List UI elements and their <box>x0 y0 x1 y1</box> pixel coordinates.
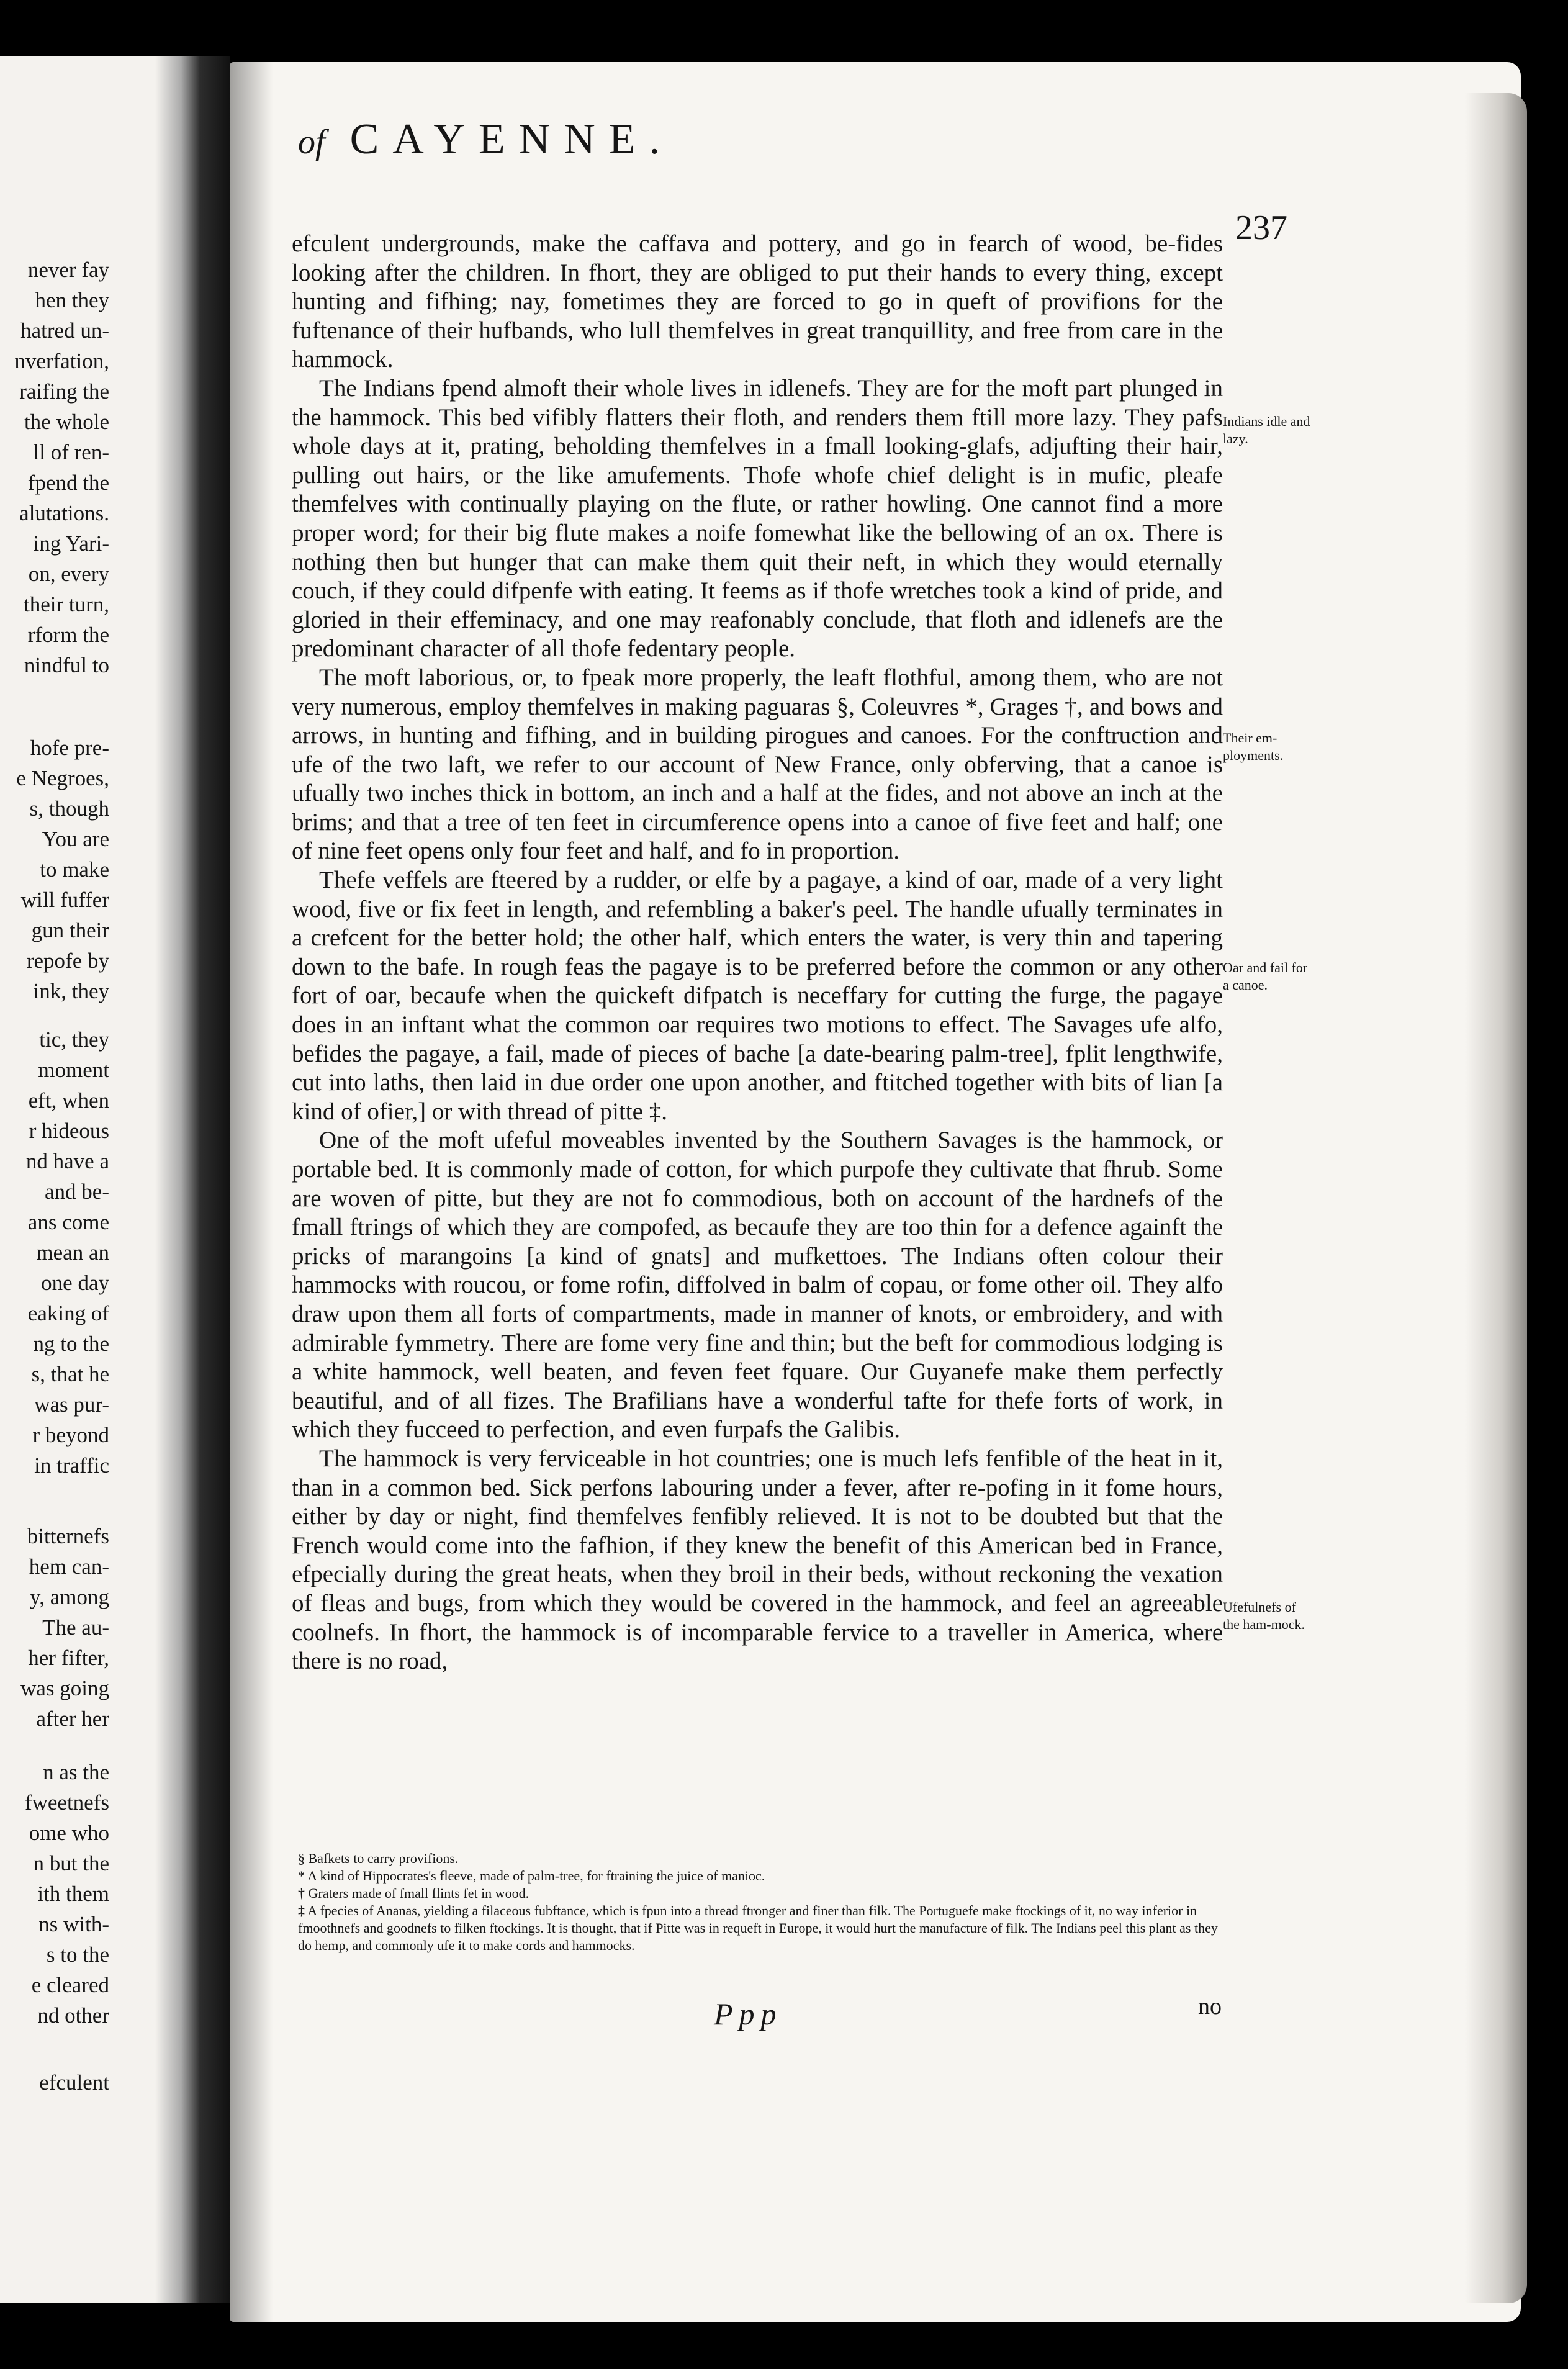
running-head-of: of <box>298 123 325 161</box>
left-page-line: hen they <box>35 288 109 312</box>
left-page-line: fpend the <box>27 471 109 495</box>
page-shadow <box>230 62 273 2322</box>
left-page-line: nd have a <box>25 1149 109 1173</box>
body-text <box>292 230 1223 1676</box>
page-edge-curl <box>1465 93 1527 2303</box>
left-page-line: raifing the <box>19 379 109 404</box>
paragraph: One of the moft ufeful moveables invented by the Southern Savages is the hammock, or portable bed. It is commonly made of cotton, for which purpofe they cultivate that fhrub. Some are woven of pitte, but they are not fo commodious, both on account of the hardnefs of the fmall ftrings of which they are compofed, as becaufe they are too thin for a defence againft the pricks of marangoins [a kind of gnats] and mufkettoes. The Indians often colour their hammocks with roucou, or fome rofin, diffolved in balm of copau, or fome other oil. They alfo draw upon them all forts of compartments, made in manner of knots, or embroidery, and with admirable fymmetry. There are fome very fine and thin; but the beft for commodious lodging is a white hammock, well beaten, and feven feet fquare. Our Guyanefe make them perfectly beautiful, and of all fizes. The Brafilians have a wonderful tafte for thefe forts of work, in which they fucceed to perfection, and even furpafs the Galibis. <box>292 1127 1223 1443</box>
left-page-line: gun their <box>31 918 109 942</box>
paragraph: The Indians fpend almoft their whole lives in idlenefs. They are for the moft part plunged in the hammock. This bed vifibly flatters their floth, and renders them ftill more lazy. They pafs whole days at it, prating, beholding themfelves in a fmall looking-glafs, adjufting their hair, pulling out hairs, or the like amufements. Thofe whofe chief delight is in mufic, pleafe themfelves with continually playing on the flute, or rather howling. One cannot find a more proper word; for their big flute makes a noife fomewhat like the bellowing of an ox. There is nothing then but hunger that can make them quit their neft, in which they would eternally couch, if they could difpenfe with eating. It feems as if thofe wretches took a kind of pride, and gloried in their effeminacy, and one may reafonably conclude, that floth and idlenefs are the predominant character of all thofe fedentary people. <box>292 374 1223 662</box>
left-page-line: was pur- <box>34 1392 109 1417</box>
margin-note-employments: Their em-ployments. <box>1223 730 1284 763</box>
left-page-line: mean an <box>36 1240 109 1265</box>
left-page-line: y, among <box>30 1585 109 1609</box>
left-page-line: to make <box>40 857 109 882</box>
left-column-block-3 <box>4 1024 109 1481</box>
left-page-line: eaking of <box>27 1301 109 1325</box>
left-page-line: repofe by <box>26 949 109 973</box>
left-page-catchword: efculent <box>39 2070 109 2095</box>
left-page-line: n as the <box>43 1760 109 1784</box>
left-page-line: one day <box>41 1271 109 1295</box>
left-page-line: ink, they <box>33 979 109 1003</box>
left-page-line: ll of ren- <box>33 440 109 464</box>
running-head <box>298 115 1043 165</box>
margin-note-oar-and-sail: Oar and fail for a canoe. <box>1223 960 1308 993</box>
left-page-line: after her <box>36 1707 109 1731</box>
left-page-line: ing Yari- <box>33 531 109 556</box>
left-page-line: hofe pre- <box>30 736 109 760</box>
left-page-line: bitternefs <box>27 1524 109 1548</box>
paragraph: The moft laborious, or, to fpeak more properly, the leaft flothful, among them, who are not very numerous, employ themfelves in making paguaras §, Coleuvres *, Grages †, and bows and arrows, in hunting and fifhing, and in building pirogues and canoes. For the conftruction and ufe of the two laft, we refer to our account of New France, only obferving, that a canoe is ufually two inches thick in bottom, an inch and a half at the fides, and not above an inch at the brims; and that a tree of ten feet in circumference opens into a canoe of five feet and half; one of nine feet opens only four feet and half, and fo in proportion. <box>292 664 1223 865</box>
catchword: no <box>1198 1993 1222 2019</box>
left-page-line: The au- <box>42 1615 109 1640</box>
left-page-line: r hideous <box>29 1119 109 1143</box>
left-page-line: ng to the <box>33 1332 109 1356</box>
left-page-line: moment <box>38 1058 109 1082</box>
footnote: † Graters made of fmall flints fet in wood. <box>298 1885 529 1901</box>
left-column-block-1 <box>4 255 109 680</box>
left-page-line: her fifter, <box>28 1646 109 1670</box>
left-page-line: s, that he <box>31 1362 109 1386</box>
footnotes <box>298 1850 1223 1954</box>
left-page-line: fweetnefs <box>24 1790 109 1815</box>
paragraph: The hammock is very ferviceable in hot countries; one is much lefs fenfible of the heat in it, than in a common bed. Sick perfons labouring under a fever, after re-pofing in it fome hours, either by day or night, find themfelves fenfibly relieved. It is not to be doubted but that the French would come into the fafhion, if they knew the benefit of this American bed in France, efpecially during the great heats, when they broil in their beds, without reckoning the vexation of fleas and bugs, from which they would be covered in the hammock, and feel an agreeable coolnefs. In fhort, the hammock is of incomparable fervice to a traveller in America, where there is no road, <box>292 1445 1223 1675</box>
footnote: § Bafkets to carry provifions. <box>298 1851 459 1866</box>
left-page-fragment <box>0 56 177 2303</box>
left-column-block-4 <box>4 1521 109 1734</box>
running-head-title: CAYENNE. <box>349 115 674 163</box>
left-page-line: never fay <box>27 258 109 282</box>
left-page-line: eft, when <box>28 1088 109 1112</box>
left-page-line: You are <box>42 827 109 851</box>
left-page-line: s to the <box>46 1943 109 1967</box>
left-page-line: ns with- <box>38 1912 109 1936</box>
footnote: * A kind of Hippocrates's fleeve, made of palm-tree, for ftraining the juice of manioc. <box>298 1868 765 1884</box>
left-page-line: r beyond <box>32 1423 109 1447</box>
left-page-line: rform the <box>27 623 109 647</box>
left-page-line: n but the <box>33 1851 109 1875</box>
left-page-line: in traffic <box>34 1453 109 1478</box>
left-page-line: tic, they <box>39 1027 109 1052</box>
footnote: ‡ A fpecies of Ananas, yielding a filaceous fubftance, which is fpun into a thread ftronger and finer than filk. The Portuguefe make ftockings of it, no way inferior in fmoothnefs and goodnefs to filken ftockings. It is thought, that if Pitte was in requeft in Europe, it would hurt the manufacture of filk. The Indians peel this plant as they do hemp, and commonly ufe it to make cords and hammocks. <box>298 1903 1218 1953</box>
book-gutter <box>155 56 230 2303</box>
left-page-line: hatred un- <box>20 318 109 343</box>
left-page-line: nindful to <box>24 653 109 677</box>
left-page-line: e Negroes, <box>16 766 109 790</box>
left-page-line: e cleared <box>31 1973 109 1997</box>
left-page-line: their turn, <box>23 592 109 616</box>
left-page-line: ome who <box>29 1821 109 1845</box>
left-page-line: and be- <box>45 1180 109 1204</box>
left-page-line: hem can- <box>29 1555 109 1579</box>
left-page-line: ith them <box>37 1882 109 1906</box>
margin-note-usefulness-hammock: Ufefulnefs of the ham-mock. <box>1223 1599 1305 1632</box>
left-page-line: ans come <box>27 1210 109 1234</box>
left-page-line: nverfation, <box>14 349 109 373</box>
page-number: 237 <box>1235 209 1287 247</box>
left-page-line: the whole <box>24 410 109 434</box>
left-column-block-2 <box>4 733 109 1006</box>
paragraph: efculent undergrounds, make the caffava and pottery, and go in fearch of wood, be-fides looking after the children. In fhort, they are obliged to put their hands to every thing, except hunting and fifhing; nay, fometimes they are forced to go in queft of provifions for the fuftenance of their hufbands, who lull themfelves in great tranquillity, and free from care in the hammock. <box>292 230 1223 373</box>
left-column-block-5 <box>4 1757 109 2031</box>
left-page-line: nd other <box>37 2003 109 2028</box>
left-page-line: was going <box>20 1676 109 1700</box>
left-page-line: alutations. <box>19 501 109 525</box>
left-page-line: will fuffer <box>20 888 109 912</box>
signature-mark: Ppp <box>714 1997 783 2031</box>
margin-note-indians-idle: Indians idle and lazy. <box>1223 413 1310 446</box>
left-page-line: on, every <box>28 562 109 586</box>
left-page-line: s, though <box>29 796 109 821</box>
paragraph: Thefe veffels are fteered by a rudder, or elfe by a pagaye, a kind of oar, made of a very light wood, five or fix feet in length, and refembling a baker's peel. The handle ufually terminates in a crefcent for the better hold; the other half, which enters the water, is very thin and tapering down to the bafe. In rough feas the pagaye is to be preferred before the common or any other fort of oar, becaufe when the quickeft difpatch is neceffary for cutting the furge, the pagaye does in an inftant what the common oar requires two motions to effect. The Savages ufe alfo, befides the pagaye, a fail, made of pieces of bache [a date-bearing palm-tree], fplit lengthwife, cut into laths, then laid in due order one upon another, and ftitched together with bits of lian [a kind of ofier,] or with thread of pitte ‡. <box>292 867 1223 1125</box>
